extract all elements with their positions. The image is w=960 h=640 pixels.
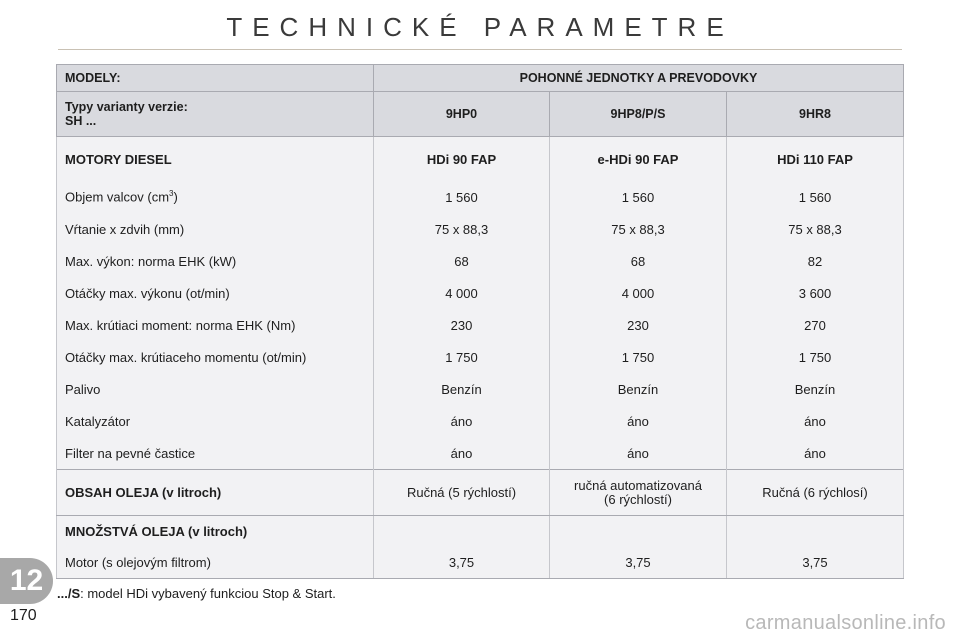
oil-quantity-section-row xyxy=(57,516,904,547)
qty-value: 3,75 xyxy=(727,546,904,579)
row-label: Filter na pevné častice xyxy=(57,437,374,470)
row-label: Max. výkon: norma EHK (kW) xyxy=(57,245,374,277)
engines-label: MOTORY DIESEL xyxy=(57,137,374,182)
page-number: 170 xyxy=(10,607,37,624)
watermark: carmanualsonline.info xyxy=(745,612,946,634)
row-value: áno xyxy=(550,405,727,437)
technical-parameters-table xyxy=(56,64,904,579)
table-row xyxy=(57,373,904,405)
row-value: áno xyxy=(550,437,727,470)
superscript: 3 xyxy=(169,189,174,199)
row-value: 1 750 xyxy=(374,341,550,373)
row-value: 3 600 xyxy=(727,277,904,309)
type-9hp0: 9HP0 xyxy=(374,92,550,137)
row-value: 68 xyxy=(374,245,550,277)
models-value: POHONNÉ JEDNOTKY A PREVODOVKY xyxy=(374,65,904,92)
row-label: Vŕtanie x zdvih (mm) xyxy=(57,213,374,245)
chapter-badge: 12 xyxy=(0,558,53,604)
row-value: 1 560 xyxy=(374,181,550,213)
row-label: Katalyzátor xyxy=(57,405,374,437)
row-value: Benzín xyxy=(550,373,727,405)
engine-ehdi-90: e-HDi 90 FAP xyxy=(550,137,727,182)
row-value: 1 750 xyxy=(550,341,727,373)
footnote-text: : model HDi vybavený funkciou Stop & Start. xyxy=(80,586,336,601)
oil-value: Ručná (6 rýchlosí) xyxy=(727,470,904,516)
table-row xyxy=(57,181,904,213)
engine-hdi-110: HDi 110 FAP xyxy=(727,137,904,182)
types-header-row xyxy=(57,92,904,137)
row-value: 68 xyxy=(550,245,727,277)
row-value: 230 xyxy=(550,309,727,341)
title-divider xyxy=(58,49,902,50)
engine-hdi-90: HDi 90 FAP xyxy=(374,137,550,182)
qty-value: 3,75 xyxy=(374,546,550,579)
oil-value: ručná automatizovaná (6 rýchlostí) xyxy=(550,470,727,516)
row-label: Max. krútiaci moment: norma EHK (Nm) xyxy=(57,309,374,341)
row-value: 4 000 xyxy=(374,277,550,309)
qty-row-label: Motor (s olejovým filtrom) xyxy=(57,546,374,579)
row-value: áno xyxy=(727,437,904,470)
table-row xyxy=(57,213,904,245)
row-value: 1 750 xyxy=(727,341,904,373)
table-row xyxy=(57,277,904,309)
row-value: 82 xyxy=(727,245,904,277)
type-9hr8: 9HR8 xyxy=(727,92,904,137)
row-value: 75 x 88,3 xyxy=(550,213,727,245)
row-value: 230 xyxy=(374,309,550,341)
row-value: 1 560 xyxy=(550,181,727,213)
row-value: 4 000 xyxy=(550,277,727,309)
oil-quantity-row xyxy=(57,546,904,579)
row-value: áno xyxy=(727,405,904,437)
row-value: áno xyxy=(374,405,550,437)
row-label: Palivo xyxy=(57,373,374,405)
row-value: 270 xyxy=(727,309,904,341)
types-label-line1: Typy varianty verzie: xyxy=(65,100,188,114)
table-row xyxy=(57,437,904,470)
row-value: áno xyxy=(374,437,550,470)
row-value: 1 560 xyxy=(727,181,904,213)
table-row xyxy=(57,405,904,437)
qty-label: MNOŽSTVÁ OLEJA (v litroch) xyxy=(57,516,374,547)
row-label: Otáčky max. výkonu (ot/min) xyxy=(57,277,374,309)
types-label xyxy=(57,92,374,137)
table-row xyxy=(57,309,904,341)
types-label-line2: SH ... xyxy=(65,114,97,128)
row-value: Benzín xyxy=(374,373,550,405)
table-row xyxy=(57,341,904,373)
row-value: Benzín xyxy=(727,373,904,405)
page-title: TECHNICKÉ PARAMETRE xyxy=(226,12,734,42)
footnote xyxy=(57,586,336,601)
qty-value: 3,75 xyxy=(550,546,727,579)
type-9hp8: 9HP8/P/S xyxy=(550,92,727,137)
footnote-key: .../S xyxy=(57,586,81,601)
oil-capacity-row xyxy=(57,470,904,516)
row-value: 75 x 88,3 xyxy=(727,213,904,245)
models-header-row xyxy=(57,65,904,92)
row-label: Otáčky max. krútiaceho momentu (ot/min) xyxy=(57,341,374,373)
oil-value: Ručná (5 rýchlostí) xyxy=(374,470,550,516)
row-label: Objem valcov $(cm^3)$ xyxy=(57,181,374,213)
engines-section-row xyxy=(57,137,904,182)
row-value: 75 x 88,3 xyxy=(374,213,550,245)
models-label: MODELY: xyxy=(57,65,374,92)
table-row xyxy=(57,245,904,277)
oil-label: OBSAH OLEJA (v litroch) xyxy=(57,470,374,516)
